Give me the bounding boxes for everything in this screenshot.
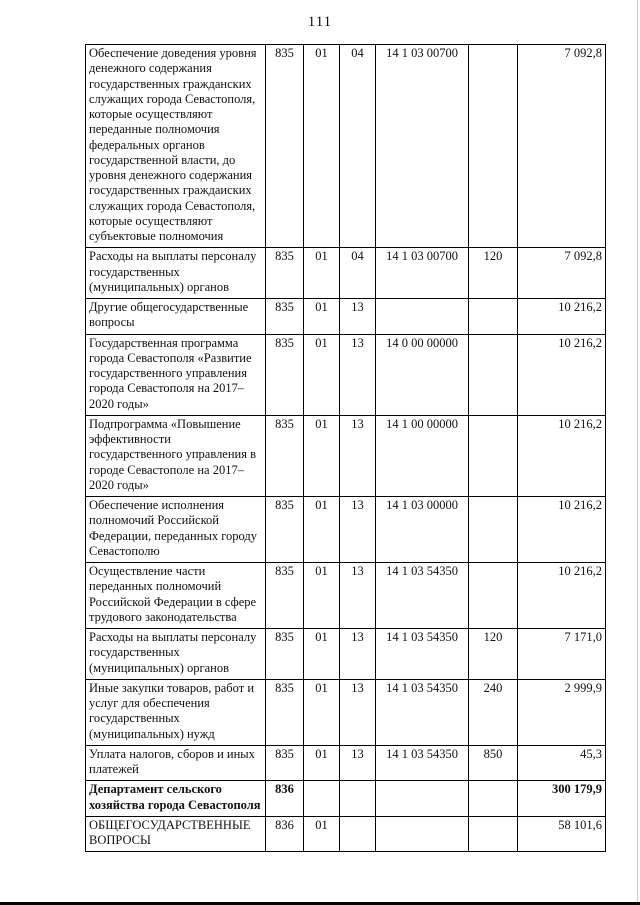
target-article-code: 14 1 00 00000 [376,415,469,496]
section-code: 01 [304,629,340,680]
expense-type-code [469,497,518,563]
expense-type-code [469,816,518,852]
table-row [86,497,606,563]
subsection-code: 13 [340,415,376,496]
section-code: 01 [304,816,340,852]
table-row [86,629,606,680]
amount-value: 300 179,9 [518,781,606,817]
expense-type-code [469,781,518,817]
row-name: Уплата налогов, сборов и иных платежей [86,745,266,781]
section-code: 01 [304,299,340,335]
target-article-code [376,816,469,852]
row-name: Другие общегосударственные вопросы [86,299,266,335]
row-name: Подпрограмма «Повышение эффективности государственного управления в городе Севастополе на 2017–2020 годы» [86,415,266,496]
row-name: Иные закупки товаров, работ и услуг для обеспечения государственных (муниципальных) нужд [86,679,266,745]
target-article-code: 14 1 03 54350 [376,679,469,745]
grbs-code: 835 [266,745,304,781]
target-article-code [376,781,469,817]
amount-value: 10 216,2 [518,299,606,335]
expense-type-code: 240 [469,679,518,745]
grbs-code: 835 [266,45,304,248]
grbs-code: 835 [266,299,304,335]
row-name: Обеспечение исполнения полномочий Российской Федерации, переданных городу Севастополю [86,497,266,563]
subsection-code: 13 [340,334,376,415]
row-name: Обеспечение доведения уровня денежного содержания государственных гражданских служащих города Севастополя, которые осуществляют переданные полномочия федеральных органов государственной власти, до уровня денежного содержания государственных граждаиских служащих города Севастополя, которые осуществляют субъектовые полномочия [86,45,266,248]
subsection-code [340,781,376,817]
target-article-code: 14 0 00 00000 [376,334,469,415]
amount-value: 7 171,0 [518,629,606,680]
table-row [86,816,606,852]
section-code: 01 [304,45,340,248]
target-article-code: 14 1 03 00700 [376,248,469,299]
expense-type-code [469,45,518,248]
expense-type-code [469,415,518,496]
target-article-code: 14 1 03 00700 [376,45,469,248]
amount-value: 10 216,2 [518,334,606,415]
grbs-code: 835 [266,629,304,680]
table-row [86,679,606,745]
expense-type-code: 120 [469,629,518,680]
subsection-code: 13 [340,679,376,745]
grbs-code: 835 [266,497,304,563]
target-article-code: 14 1 03 54350 [376,563,469,629]
target-article-code [376,299,469,335]
table-row [86,415,606,496]
row-name: Расходы на выплаты персоналу государственных (муниципальных) органов [86,629,266,680]
row-name: ОБЩЕГОСУДАРСТВЕННЫЕ ВОПРОСЫ [86,816,266,852]
amount-value: 2 999,9 [518,679,606,745]
table-row [86,334,606,415]
section-code: 01 [304,334,340,415]
row-name: Осуществление части переданных полномочий Российской Федерации в сфере трудового законодательства [86,563,266,629]
table-row [86,563,606,629]
amount-value: 10 216,2 [518,563,606,629]
subsection-code: 04 [340,45,376,248]
expense-type-code [469,334,518,415]
amount-value: 7 092,8 [518,248,606,299]
target-article-code: 14 1 03 00000 [376,497,469,563]
expense-type-code [469,299,518,335]
row-name: Расходы на выплаты персоналу государственных (муниципальных) органов [86,248,266,299]
row-name: Государственная программа города Севастополя «Развитие государственного управления города Севастополя на 2017–2020 годы» [86,334,266,415]
grbs-code: 835 [266,415,304,496]
amount-value: 10 216,2 [518,415,606,496]
grbs-code: 836 [266,816,304,852]
amount-value: 58 101,6 [518,816,606,852]
subsection-code: 13 [340,745,376,781]
section-code: 01 [304,248,340,299]
subsection-code: 13 [340,563,376,629]
budget-table [85,44,606,852]
amount-value: 10 216,2 [518,497,606,563]
table-row [86,745,606,781]
subsection-code [340,816,376,852]
subsection-code: 13 [340,299,376,335]
target-article-code: 14 1 03 54350 [376,629,469,680]
section-code: 01 [304,415,340,496]
table-row [86,45,606,248]
expense-type-code [469,563,518,629]
page-number: 111 [307,14,333,30]
amount-value: 7 092,8 [518,45,606,248]
subsection-code: 04 [340,248,376,299]
table-row [86,299,606,335]
amount-value: 45,3 [518,745,606,781]
budget-table-body [86,45,606,852]
table-row [86,781,606,817]
table-row [86,248,606,299]
grbs-code: 835 [266,334,304,415]
grbs-code: 836 [266,781,304,817]
section-code: 01 [304,563,340,629]
section-code [304,781,340,817]
section-code: 01 [304,745,340,781]
subsection-code: 13 [340,629,376,680]
expense-type-code: 850 [469,745,518,781]
grbs-code: 835 [266,248,304,299]
grbs-code: 835 [266,679,304,745]
expense-type-code: 120 [469,248,518,299]
subsection-code: 13 [340,497,376,563]
row-name: Департамент сельского хозяйства города Севастополя [86,781,266,817]
section-code: 01 [304,497,340,563]
section-code: 01 [304,679,340,745]
grbs-code: 835 [266,563,304,629]
target-article-code: 14 1 03 54350 [376,745,469,781]
scan-edge-right [637,0,638,905]
